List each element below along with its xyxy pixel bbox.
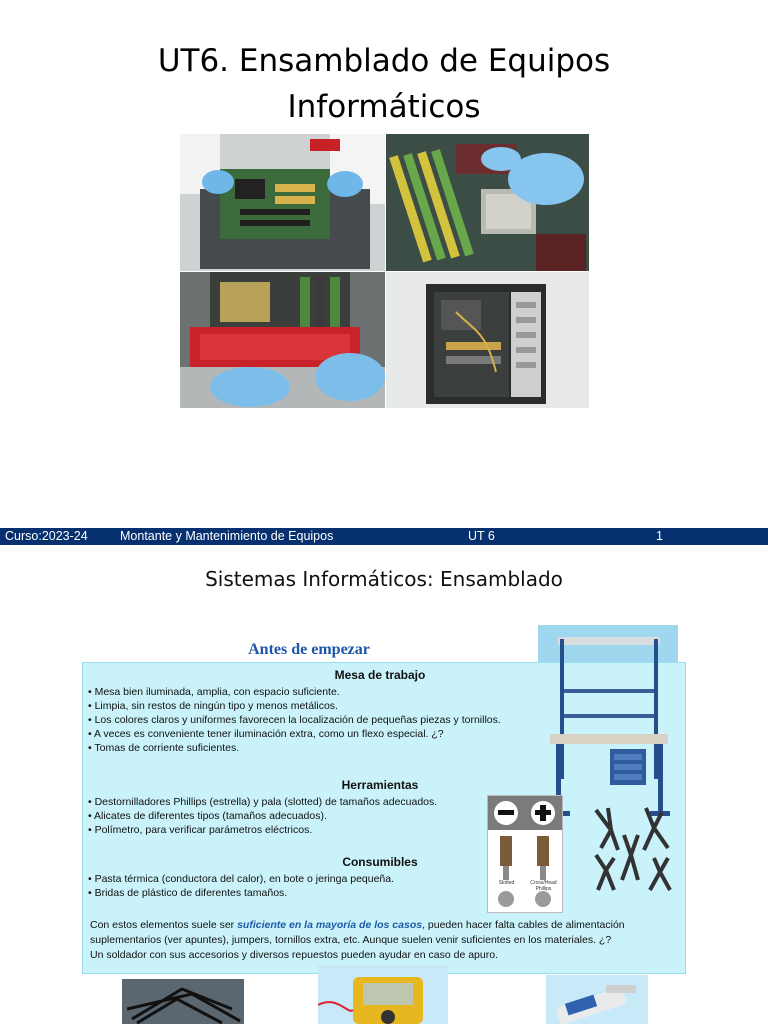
- title-line-1: UT6. Ensamblado de Equipos: [157, 43, 611, 79]
- list-item: • Pasta térmica (conductora del calor), en bote o jeringa pequeña.: [88, 873, 395, 885]
- slotted-label: Slotted: [498, 880, 515, 886]
- list-item: • Limpia, sin restos de ningún tipo y menos metálicos.: [88, 700, 338, 712]
- closing-text-1: Con estos elementos suele ser: [90, 919, 238, 931]
- footer-page-number: 1: [656, 529, 663, 543]
- tools-list: [88, 795, 437, 837]
- slide-1-title: [0, 38, 768, 130]
- workbench-section-title: Mesa de trabajo: [334, 668, 426, 682]
- list-item: • Tomas de corriente suficientes.: [88, 742, 240, 754]
- list-item: • Destornilladores Phillips (estrella) y pala (slotted) de tamaños adecuados.: [88, 796, 438, 808]
- list-item: • Bridas de plástico de diferentes tamaños.: [88, 887, 288, 899]
- thermal-paste-image: [546, 975, 648, 1024]
- assembly-photo-bottom-left: [180, 272, 385, 408]
- list-item: • Mesa bien iluminada, amplia, con espacio suficiente.: [88, 686, 340, 698]
- consumables-list: [88, 872, 394, 900]
- assembly-photo-top-left: [180, 134, 385, 271]
- panel-heading: Antes de empezar: [248, 641, 370, 658]
- assembly-photo-collage: [180, 134, 589, 408]
- pliers-image: [586, 800, 681, 895]
- multimeter-image: [318, 965, 448, 1024]
- cable-ties-image: [122, 979, 244, 1024]
- closing-emphasis: suficiente en la mayoría de los casos: [237, 919, 423, 931]
- footer-bar: [0, 528, 768, 545]
- closing-paragraph: [90, 918, 675, 963]
- slide-2: [0, 545, 768, 1024]
- title-line-2: Informáticos: [287, 89, 481, 125]
- list-item: • Polímetro, para verificar parámetros eléctricos.: [88, 824, 313, 836]
- tools-section-title: Herramientas: [341, 778, 419, 792]
- assembly-photo-bottom-right: [386, 272, 589, 408]
- footer-unit: UT 6: [468, 529, 495, 543]
- closing-text-2: , pueden hacer falta cables de alimentación suplementarios (ver apuntes), jumpers, tornillos extra, etc. Aunque suelen venir suficientes en los materiales. ¿?: [90, 919, 625, 946]
- slide-2-title: Sistemas Informáticos: Ensamblado: [205, 567, 563, 591]
- phillips-label: Cross/Head Phillips: [530, 880, 557, 892]
- list-item: • Alicates de diferentes tipos (tamaños adecuados).: [88, 810, 327, 822]
- list-item: • A veces es conveniente tener iluminación extra, como un flexo especial. ¿?: [88, 728, 444, 740]
- list-item: • Los colores claros y uniformes favorecen la localización de pequeñas piezas y tornillos.: [88, 714, 501, 726]
- assembly-photo-top-right: [386, 134, 589, 271]
- screwdriver-image: [487, 795, 563, 913]
- footer-course: Curso:2023-24: [5, 529, 88, 543]
- closing-text-3: Un soldador con sus accesorios y diversos repuestos pueden ayudar en caso de apuro.: [90, 949, 498, 961]
- workbench-list: [88, 685, 501, 755]
- consumables-section-title: Consumibles: [342, 855, 418, 869]
- footer-module: Montante y Mantenimiento de Equipos: [120, 529, 334, 543]
